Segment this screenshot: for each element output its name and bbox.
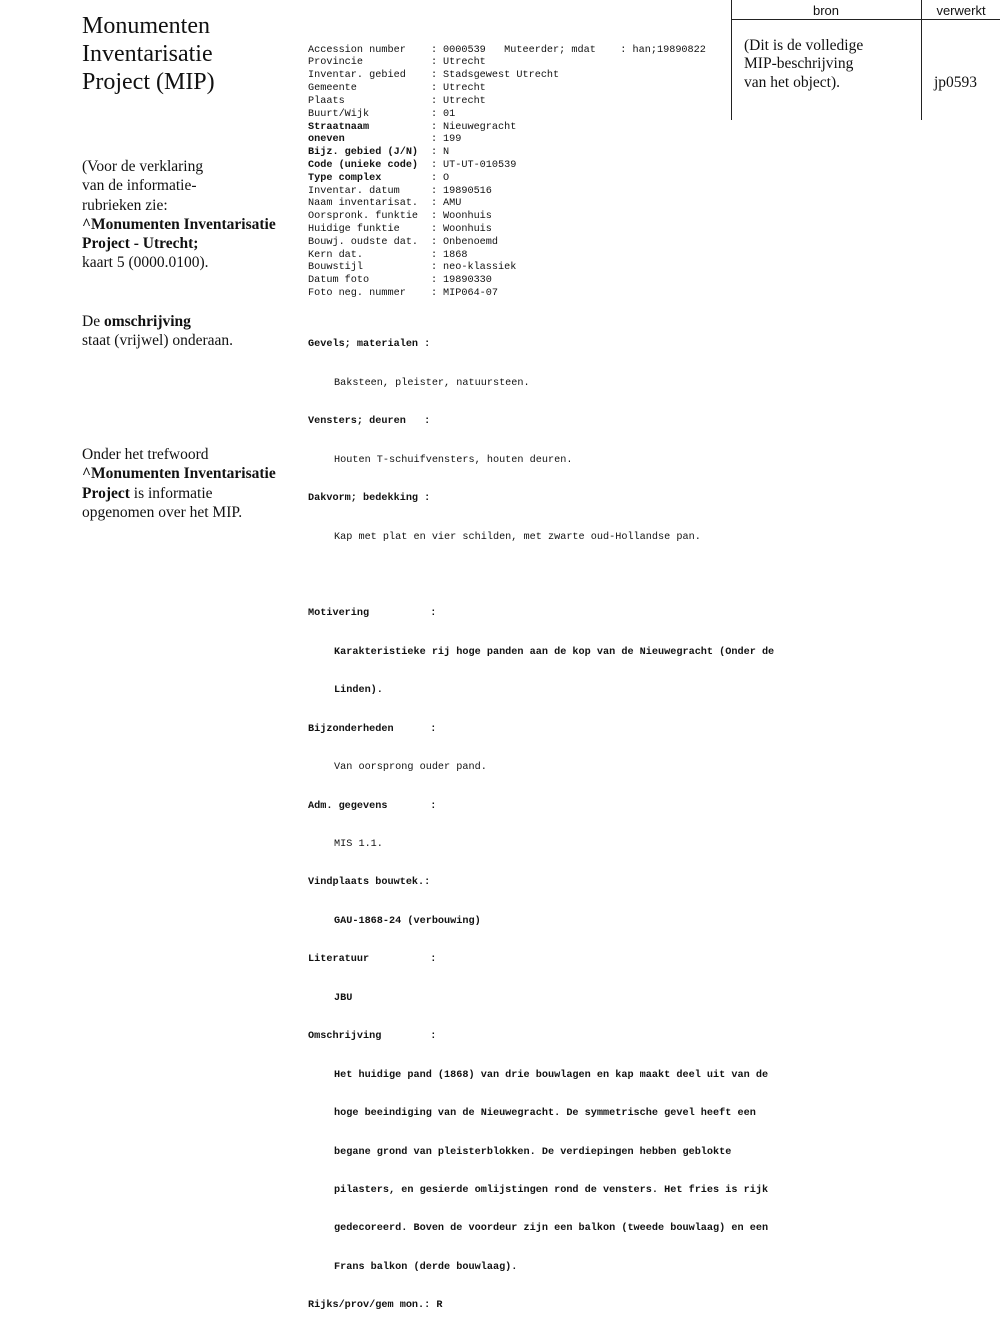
rijks-line	[308, 1300, 808, 1313]
dakvorm-value: Kap met plat en vier schilden, met zwarte oud-Hollandse pan.	[334, 531, 701, 543]
vindplaats-value: GAU-1868-24 (verbouwing)	[334, 915, 481, 927]
record-field-row	[308, 237, 808, 250]
field-key: Plaats	[308, 95, 345, 107]
record-field-row	[308, 147, 808, 160]
vensters-value: Houten T-schuifvensters, houten deuren.	[334, 454, 573, 466]
gevels-label: Gevels; materialen :	[308, 339, 431, 351]
bron-table	[731, 0, 1000, 120]
field-key: Gemeente	[308, 83, 357, 95]
field-key: Datum foto	[308, 275, 370, 287]
omschrijving-line: Frans balkon (derde bouwlaag).	[334, 1261, 518, 1273]
field-key: Inventar. datum	[308, 185, 400, 197]
field-value: Nieuwegracht	[443, 121, 517, 133]
field-value: Woonhuis	[443, 211, 492, 223]
note-prefix: De	[82, 313, 104, 330]
field-key: Straatnaam	[308, 121, 370, 133]
note-line: (Voor de verklaring	[82, 158, 204, 175]
bron-line: van het object).	[744, 73, 840, 91]
bron-line: (Dit is de volledige	[744, 37, 864, 54]
note-line: kaart 5 (0000.0100).	[82, 254, 209, 272]
record-field-row	[308, 160, 808, 173]
field-value: Utrecht	[443, 57, 486, 69]
omschrijving-line: gedecoreerd. Boven de voordeur zijn een balkon (tweede bouwlaag) en een	[334, 1223, 769, 1235]
record-field-row	[308, 224, 808, 237]
omschrijving-line: pilasters, en gesierde omlijstingen rond de vensters. Het fries is rijk	[334, 1184, 769, 1196]
vindplaats-label: Vindplaats bouwtek.:	[308, 877, 431, 889]
record-field-row	[308, 250, 808, 263]
field-key: Buurt/Wijk	[308, 108, 370, 120]
field-colon: :	[431, 147, 438, 159]
note-line	[82, 484, 276, 503]
vensters-label: Vensters; deuren :	[308, 416, 431, 428]
field-key: Inventar. gebied	[308, 70, 406, 82]
omschrijving-line: begane grond van pleisterblokken. De verdiepingen hebben geblokte	[334, 1146, 732, 1158]
record-field-row	[308, 186, 808, 199]
field-value: 19890516	[443, 185, 492, 197]
field-colon: :	[431, 198, 438, 210]
mip-link[interactable]: ^Monumenten Inventarisatie	[82, 465, 276, 483]
mip-record	[308, 19, 808, 1326]
rijks-value: R	[436, 1300, 443, 1312]
field-colon: :	[431, 185, 438, 197]
field-key: Code (unieke code)	[308, 159, 419, 171]
omschrijving-label: Omschrijving :	[308, 1031, 437, 1043]
field-value: 0000539 Muteerder; mdat : han;19890822	[443, 44, 706, 56]
field-colon: :	[431, 275, 438, 287]
title-line: Inventarisatie	[82, 41, 213, 67]
record-field-row	[308, 211, 808, 224]
field-key: Huidige funktie	[308, 224, 400, 235]
field-colon: :	[431, 134, 438, 146]
mip-utrecht-link-cont[interactable]: Project - Utrecht;	[82, 235, 199, 253]
field-key: Provincie	[308, 57, 364, 69]
record-field-row	[308, 275, 808, 288]
field-value: Utrecht	[443, 83, 486, 95]
table-divider	[921, 0, 922, 120]
verwerkt-cell: jp0593	[934, 74, 978, 91]
mip-link-cont[interactable]: Project	[82, 484, 130, 502]
title-line: Monumenten	[82, 13, 210, 39]
bron-cell	[744, 37, 863, 92]
field-key: Kern dat.	[308, 249, 364, 261]
literatuur-value: JBU	[334, 992, 353, 1004]
explanation-note	[82, 157, 276, 273]
field-colon: :	[431, 121, 438, 133]
note-line: opgenomen over het MIP.	[82, 503, 243, 521]
field-value: N	[443, 147, 450, 159]
motivering-line: Linden).	[334, 685, 383, 697]
mip-utrecht-link[interactable]: ^Monumenten Inventarisatie	[82, 215, 276, 233]
field-key: oneven	[308, 134, 345, 146]
adm-value: MIS 1.1.	[334, 839, 383, 850]
field-key: Accession number	[308, 44, 406, 56]
field-colon: :	[431, 108, 438, 120]
field-value: AMU	[443, 198, 462, 210]
dakvorm-label: Dakvorm; bedekking :	[308, 493, 431, 505]
field-value: Stadsgewest Utrecht	[443, 70, 560, 82]
field-colon: :	[431, 262, 438, 274]
rijks-label: Rijks/prov/gem mon.:	[308, 1300, 431, 1312]
record-field-row	[308, 122, 808, 135]
gevels-value: Baksteen, pleister, natuursteen.	[334, 377, 530, 389]
field-key: Naam inventarisat.	[308, 198, 419, 210]
field-key: Bouwj. oudste dat.	[308, 236, 419, 248]
field-value: 1868	[443, 249, 468, 261]
table-border	[731, 0, 732, 120]
field-value: 199	[443, 134, 462, 146]
field-colon: :	[431, 172, 438, 184]
verwerkt-header: verwerkt	[936, 3, 986, 18]
bijzonderheden-label: Bijzonderheden :	[308, 723, 437, 735]
field-value: 19890330	[443, 275, 492, 287]
field-key: Oorspronk. funktie	[308, 211, 419, 223]
field-colon: :	[431, 44, 438, 56]
motivering-line: Karakteristieke rij hoge panden aan de kop van de Nieuwegracht (Onder de	[334, 646, 775, 658]
title-line: Project (MIP)	[82, 69, 215, 95]
note-line	[82, 312, 233, 331]
field-key: Bouwstijl	[308, 262, 364, 274]
omschrijving-line: hoge beeindiging van de Nieuwegracht. De symmetrische gevel heeft een	[334, 1108, 756, 1120]
motivering-label: Motivering :	[308, 608, 437, 620]
record-field-row	[308, 134, 808, 147]
field-colon: :	[431, 159, 438, 171]
field-value: 01	[443, 108, 456, 120]
bijzonderheden-value: Van oorsprong ouder pand.	[334, 762, 487, 774]
field-colon: :	[431, 288, 438, 300]
field-colon: :	[431, 70, 438, 82]
field-value: neo-klassiek	[443, 262, 517, 274]
omschrijving-note	[82, 312, 233, 351]
field-value: Utrecht	[443, 95, 486, 107]
note-line: rubrieken zie:	[82, 196, 168, 214]
field-value: Woonhuis	[443, 224, 492, 235]
field-key: Foto neg. nummer	[308, 288, 406, 300]
field-value: Onbenoemd	[443, 236, 499, 248]
page-title	[82, 12, 215, 96]
note-bold-word: omschrijving	[103, 313, 191, 330]
trefwoord-note	[82, 445, 276, 522]
field-colon: :	[431, 95, 438, 107]
field-value: MIP064-07	[443, 288, 499, 300]
field-colon: :	[431, 224, 438, 235]
note-line: Onder het trefwoord	[82, 446, 209, 463]
note-line: van de informatie-	[82, 177, 197, 195]
field-colon: :	[431, 249, 438, 261]
field-value: O	[443, 172, 450, 184]
field-colon: :	[431, 57, 438, 69]
adm-label: Adm. gegevens :	[308, 800, 437, 812]
record-field-row	[308, 288, 808, 301]
bron-header: bron	[812, 3, 840, 18]
field-value: UT-UT-010539	[443, 159, 517, 171]
field-key: Type complex	[308, 172, 382, 184]
header-rule	[731, 19, 1000, 20]
omschrijving-line: Het huidige pand (1868) van drie bouwlagen en kap maakt deel uit van de	[334, 1069, 769, 1081]
field-colon: :	[431, 236, 438, 248]
record-field-row	[308, 173, 808, 186]
literatuur-label: Literatuur :	[308, 954, 437, 966]
field-key: Bijz. gebied (J/N)	[308, 147, 419, 159]
record-field-row	[308, 198, 808, 211]
field-colon: :	[431, 83, 438, 95]
record-field-row	[308, 262, 808, 275]
bron-line: MIP-beschrijving	[744, 55, 854, 73]
field-colon: :	[431, 211, 438, 223]
note-line: staat (vrijwel) onderaan.	[82, 332, 234, 350]
note-text: is informatie	[129, 484, 213, 502]
